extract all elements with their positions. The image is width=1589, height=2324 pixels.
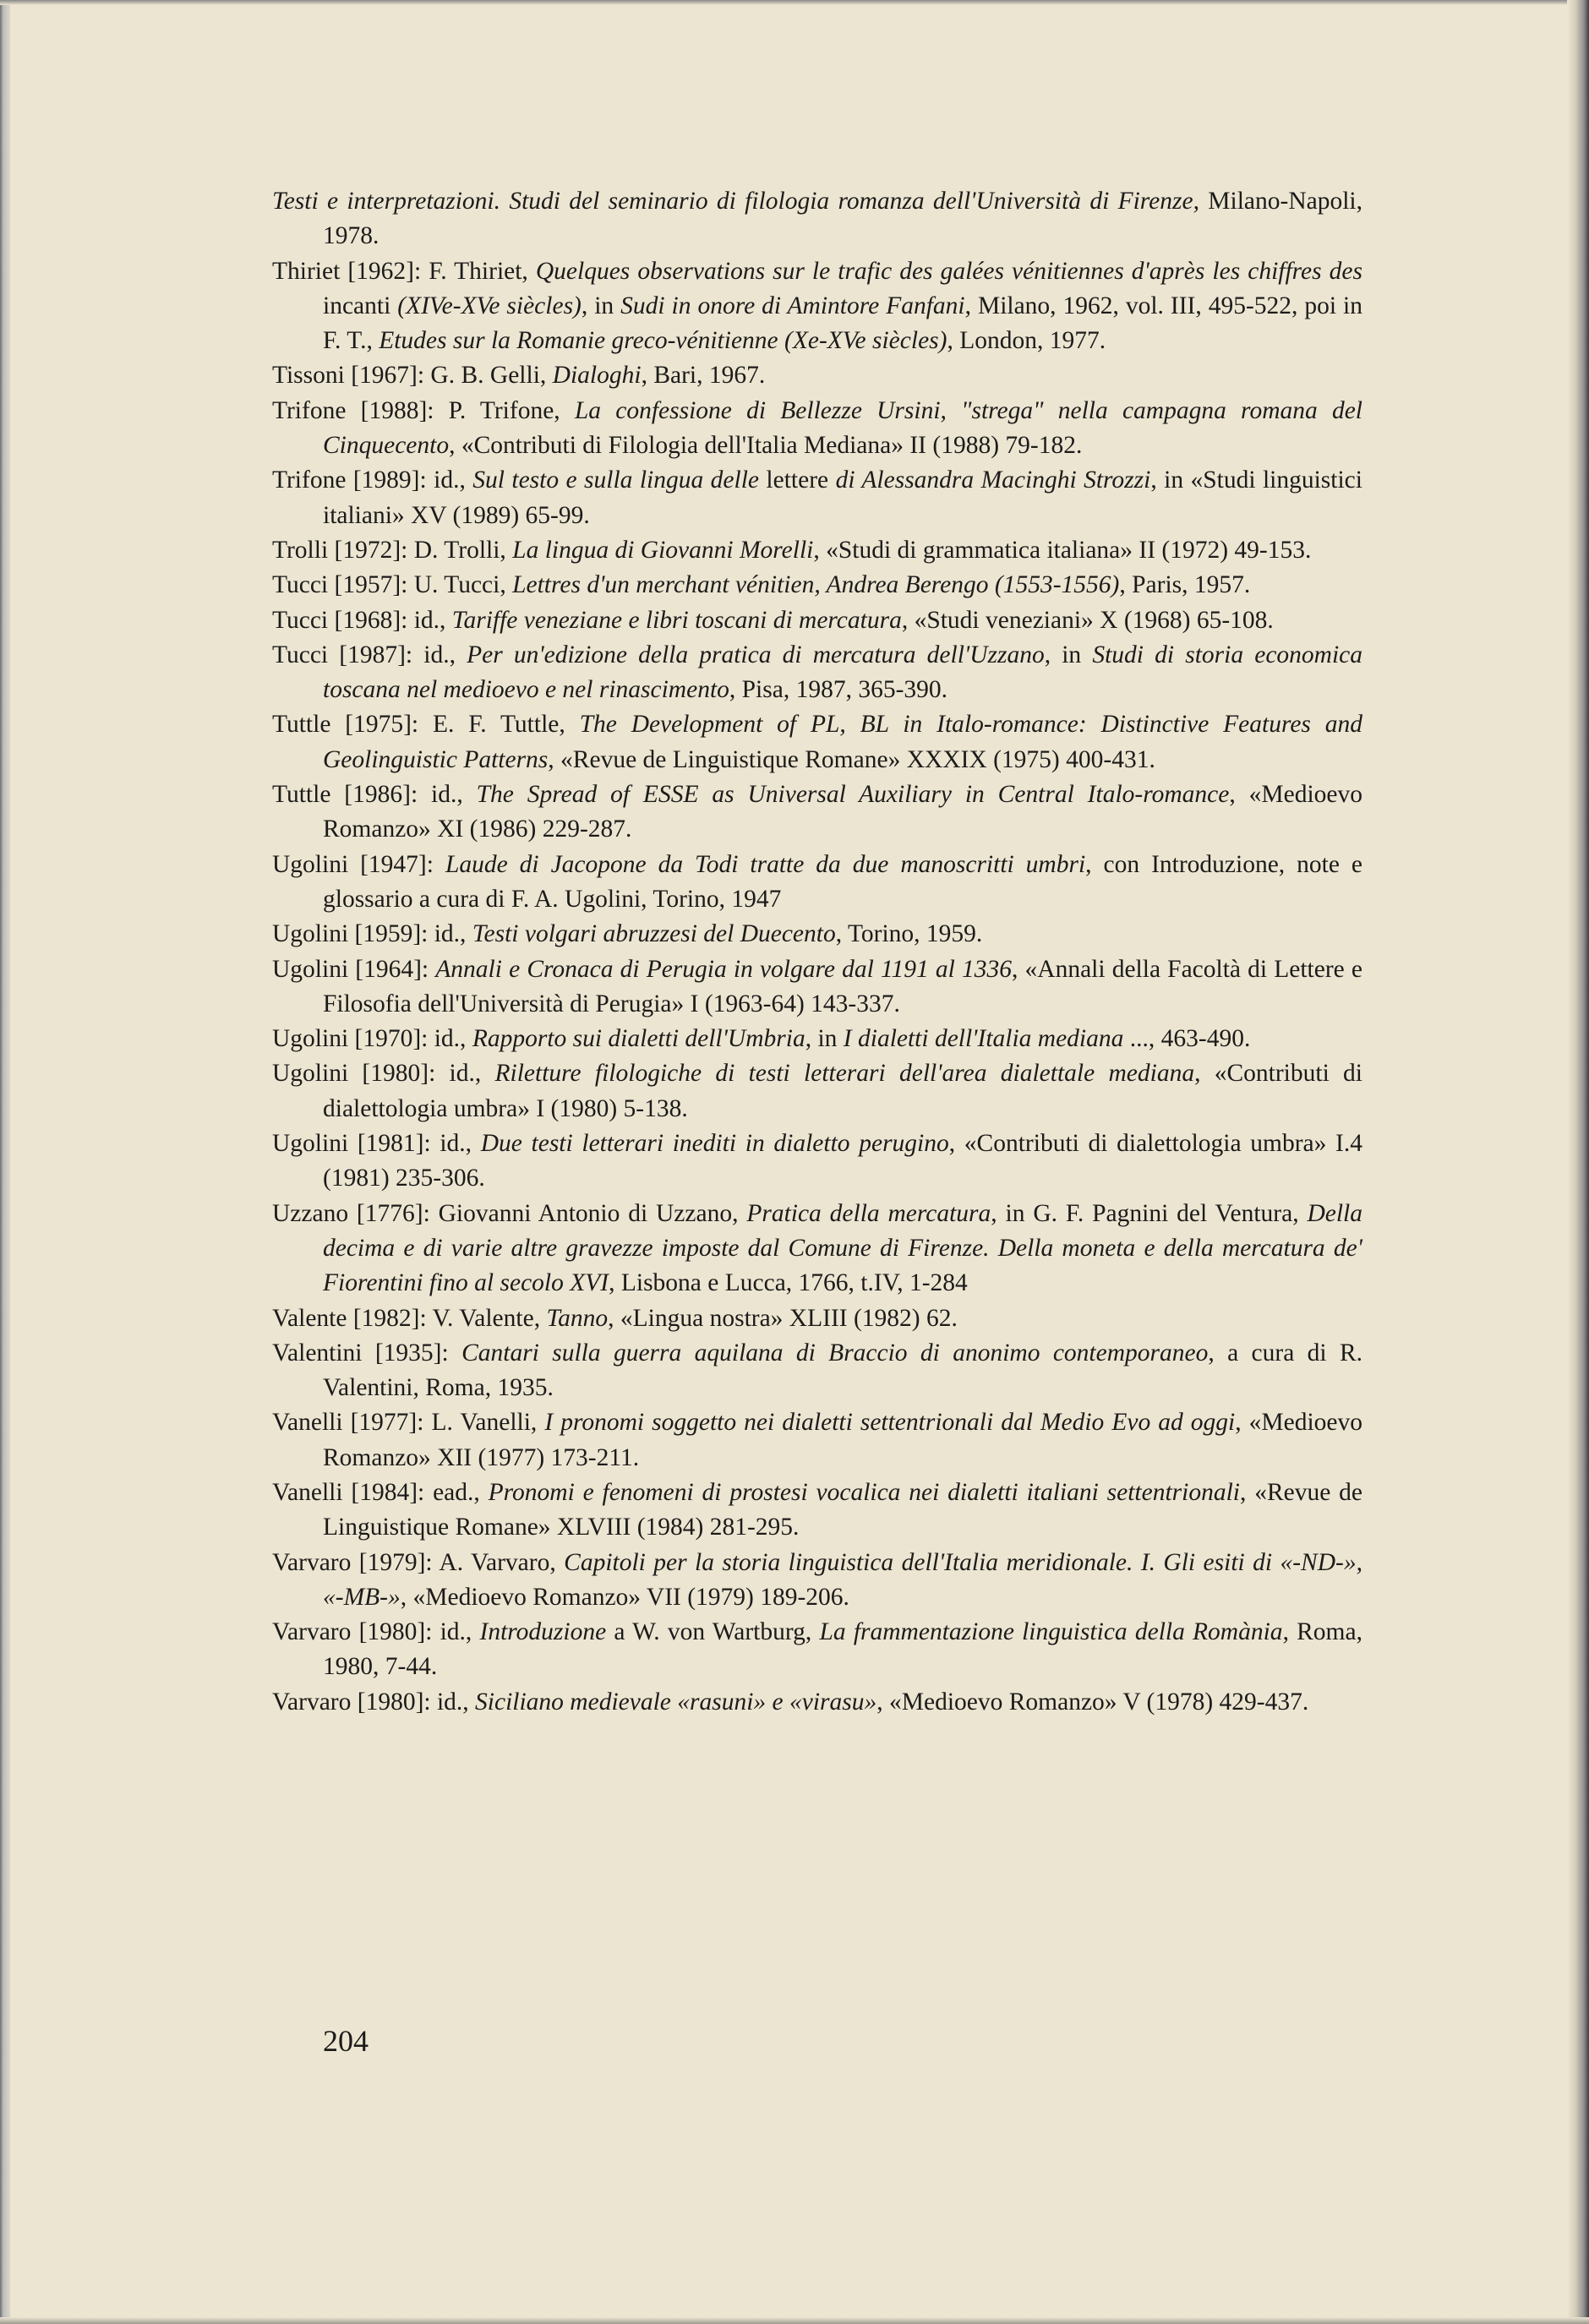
entry-italic-text: The Development of PL, BL in Italo-romance: Distinctive Features and Geolinguistic Patterns [323,711,1363,773]
entry-text: , «Medioevo Romanzo» VII (1979) 189-206. [400,1583,849,1611]
entry-text: , Bari, 1967. [641,362,766,390]
entry-italic-text: Sul testo e sulla lingua delle [472,466,759,494]
entry-text: Uzzano [1776]: Giovanni Antonio di Uzzano, [272,1199,747,1227]
bibliography-entry [272,1301,1362,1336]
entry-text: incanti [323,292,398,319]
entry-text: Varvaro [1980]: id., [272,1688,476,1716]
entry-italic-text: Capitoli per la storia linguistica dell'Italia meridionale. I. Gli esiti di «-ND-», «-MB-» [323,1548,1362,1611]
entry-text: , «Revue de Linguistique Romane» XLVIII (1984) 281-295. [323,1478,1362,1541]
entry-text: Varvaro [1979]: A. Varvaro, [272,1548,565,1576]
entry-text: Ugolini [1980]: id., [272,1060,495,1088]
entry-text: , Roma, 1980, 7-44. [323,1618,1362,1681]
entry-text: , in G. F. Pagnini del Ventura, [991,1199,1308,1227]
entry-text: Tuttle [1975]: E. F. Tuttle, [272,711,580,739]
entry-italic-text: Rapporto sui dialetti dell'Umbria [472,1025,805,1053]
entry-text: , con Introduzione, note e glossario a cura di F. A. Ugolini, Torino, 1947 [323,850,1363,913]
entry-text: Ugolini [1981]: id., [272,1130,481,1158]
entry-text: , Paris, 1957. [1119,571,1251,599]
bibliography-entry [272,254,1362,359]
bibliography-entry [272,184,1362,254]
entry-text: , «Annali della Facoltà di Lettere e Filosofia dell'Università di Perugia» I (1963-64) 143-337. [323,955,1362,1017]
entry-italic-text: Pratica della mercatura [746,1199,991,1227]
entry-text: , «Studi di grammatica italiana» II (1972) 49-153. [813,536,1312,564]
bibliography-entry [272,603,1362,638]
bibliography-entry [272,1685,1362,1720]
entry-italic-text: Siciliano medievale «rasuni» e «virasu» [475,1688,877,1716]
entry-text: Trifone [1989]: id., [272,466,473,494]
entry-italic-text: Pronomi e fenomeni di prostesi vocalica nei dialetti italiani settentrionali [488,1478,1240,1506]
bibliography-entry [272,1197,1362,1301]
bibliography-entry [272,1336,1362,1406]
entry-text: , «Contributi di dialettologia umbra» I.4 (1981) 235-306. [323,1130,1363,1192]
bibliography-entry [272,1056,1362,1127]
bibliography-list [272,184,1362,1720]
entry-text: , in [1044,641,1093,668]
page-right-edge [1567,0,1589,2324]
entry-text: Ugolini [1970]: id., [272,1025,472,1053]
entry-text: , «Medioevo Romanzo» XII (1977) 173-211. [323,1409,1362,1471]
entry-italic-text: Tanno [546,1304,609,1332]
entry-text: lettere [759,466,836,494]
entry-text: , Torino, 1959. [835,920,983,948]
entry-text: , «Medioevo Romanzo» XI (1986) 229-287. [323,781,1362,843]
entry-italic-text: Testi e interpretazioni. Studi del seminario di filologia romanza dell'Università di Firenze, [272,188,1199,215]
entry-italic-text: La confessione di Bellezze Ursini, "strega" nella campagna romana del Cinquecento [323,396,1362,460]
entry-text: Ugolini [1959]: id., [272,920,472,948]
entry-italic-text: Tariffe veneziane e libri toscani di mercatura [451,606,902,634]
entry-text: Ugolini [1964]: [272,955,436,983]
entry-text: Trolli [1972]: D. Trolli, [272,536,513,564]
entry-text: , Lisbona e Lucca, 1766, t.IV, 1-284 [609,1269,968,1297]
entry-italic-text: Studi di storia economica toscana nel medioevo e nel rinascimento [323,641,1363,704]
entry-italic-text: La lingua di Giovanni Morelli [512,536,814,564]
entry-text: Tucci [1957]: U. Tucci, [272,571,513,599]
bibliography-entry [272,1405,1362,1476]
bibliography-entry [272,463,1362,533]
entry-text: , «Contributi di Filologia dell'Italia Mediana» II (1988) 79-182. [449,432,1083,460]
bibliography-entry [272,638,1362,708]
bibliography-entry [272,1476,1362,1546]
entry-text: Ugolini [1947]: [272,850,445,878]
entry-text: Thiriet [1962]: F. Thiriet, [272,257,536,285]
entry-italic-text: Lettres d'un merchant vénitien, Andrea Berengo (1553-1556) [512,571,1120,599]
entry-text: Tuttle [1986]: id., [272,781,477,809]
entry-text: Valentini [1935]: [272,1339,462,1367]
bibliography-entry [272,533,1362,568]
bibliography-entry [272,1127,1362,1197]
entry-italic-text: Della decima e di varie altre gravezze imposte dal Comune di Firenze. Della moneta e della mercatura de' Fiorentini fino al secolo XVI [323,1199,1362,1297]
page-top-edge [0,0,1589,5]
bibliography-entry [272,917,1362,952]
bibliography-entry [272,848,1362,918]
bibliography-entry [272,952,1362,1023]
bibliography-entry [272,707,1362,777]
entry-italic-text: Sudi in onore di Amintore Fanfani [620,292,965,319]
bibliography-entry [272,777,1362,848]
entry-italic-text: Due testi letterari inediti in dialetto perugino [480,1130,949,1158]
entry-text: , «Revue de Linguistique Romane» XXXIX (1975) 400-431. [548,745,1155,773]
entry-italic-text: Per un'edizione della pratica di mercatura dell'Uzzano [467,641,1045,668]
entry-text: , in [805,1025,844,1053]
entry-italic-text: I dialetti dell'Italia mediana [843,1025,1124,1053]
entry-text: , «Studi veneziani» X (1968) 65-108. [901,606,1274,634]
entry-italic-text: I pronomi soggetto nei dialetti settentrionali dal Medio Evo ad oggi [544,1409,1236,1437]
entry-text: Varvaro [1980]: id., [272,1618,480,1646]
entry-italic-text: Cantari sulla guerra aquilana di Braccio di anonimo contemporaneo [461,1339,1209,1367]
entry-text: a W. von Wartburg, [606,1618,820,1646]
bibliography-entry [272,568,1362,603]
page-binding-edge [0,0,10,2324]
entry-text: Tissoni [1967]: G. B. Gelli, [272,362,553,390]
bibliography-entry [272,1615,1362,1685]
bibliography-entry [272,1022,1362,1056]
entry-text: Trifone [1988]: P. Trifone, [272,396,575,424]
entry-text: , in «Studi linguistici italiani» XV (1989) 65-99. [323,466,1362,529]
entry-italic-text: Introduzione [479,1618,607,1646]
entry-text: , «Lingua nostra» XLIII (1982) 62. [608,1304,958,1332]
page-number: 204 [323,2024,369,2058]
entry-text: , in [581,292,621,319]
entry-italic-text: (XIVe-XVe siècles) [397,292,582,319]
page-bottom-edge [0,2317,1589,2324]
entry-italic-text: Dialoghi [552,362,642,390]
entry-text: , «Medioevo Romanzo» V (1978) 429-437. [876,1688,1309,1716]
entry-text: ..., 463-490. [1123,1025,1251,1053]
entry-text: Vanelli [1977]: L. Vanelli, [272,1409,545,1437]
entry-italic-text: The Spread of ESSE as Universal Auxiliary in Central Italo-romance [476,781,1230,809]
entry-text: , London, 1977. [947,327,1106,355]
entry-italic-text: Quelques observations sur le trafic des galées vénitiennes d'après les chiffres des [535,257,1362,285]
bibliography-entry [272,358,1362,393]
entry-italic-text: Laude di Jacopone da Todi tratte da due manoscritti umbri [445,850,1086,878]
entry-italic-text: Testi volgari abruzzesi del Duecento [472,920,836,948]
entry-text: , Milano, 1962, vol. III, 495-522, poi in F. T., [323,292,1362,355]
entry-text: , a cura di R. Valentini, Roma, 1935. [323,1339,1362,1402]
entry-italic-text: Etudes sur la Romanie greco-vénitienne (Xe-XVe siècles) [379,327,947,355]
entry-italic-text: Riletture filologiche di testi letterari dell'area dialettale mediana [494,1060,1195,1088]
entry-text: , Pisa, 1987, 365-390. [729,676,948,704]
entry-text: Tucci [1987]: id., [272,641,467,668]
entry-text: Vanelli [1984]: ead., [272,1478,489,1506]
bibliography-entry [272,394,1362,464]
entry-text: Tucci [1968]: id., [272,606,452,634]
bibliography-entry [272,1546,1362,1616]
entry-text: Valente [1982]: V. Valente, [272,1304,547,1332]
entry-italic-text: La frammentazione linguistica della Romània [819,1618,1283,1646]
entry-text: Milano-Napoli, 1978. [323,188,1362,250]
entry-italic-text: Annali e Cronaca di Perugia in volgare dal 1191 al 1336 [435,955,1013,983]
entry-text: , «Contributi di dialettologia umbra» I (1980) 5-138. [323,1060,1362,1122]
entry-italic-text: di Alessandra Macinghi Strozzi [835,466,1151,494]
